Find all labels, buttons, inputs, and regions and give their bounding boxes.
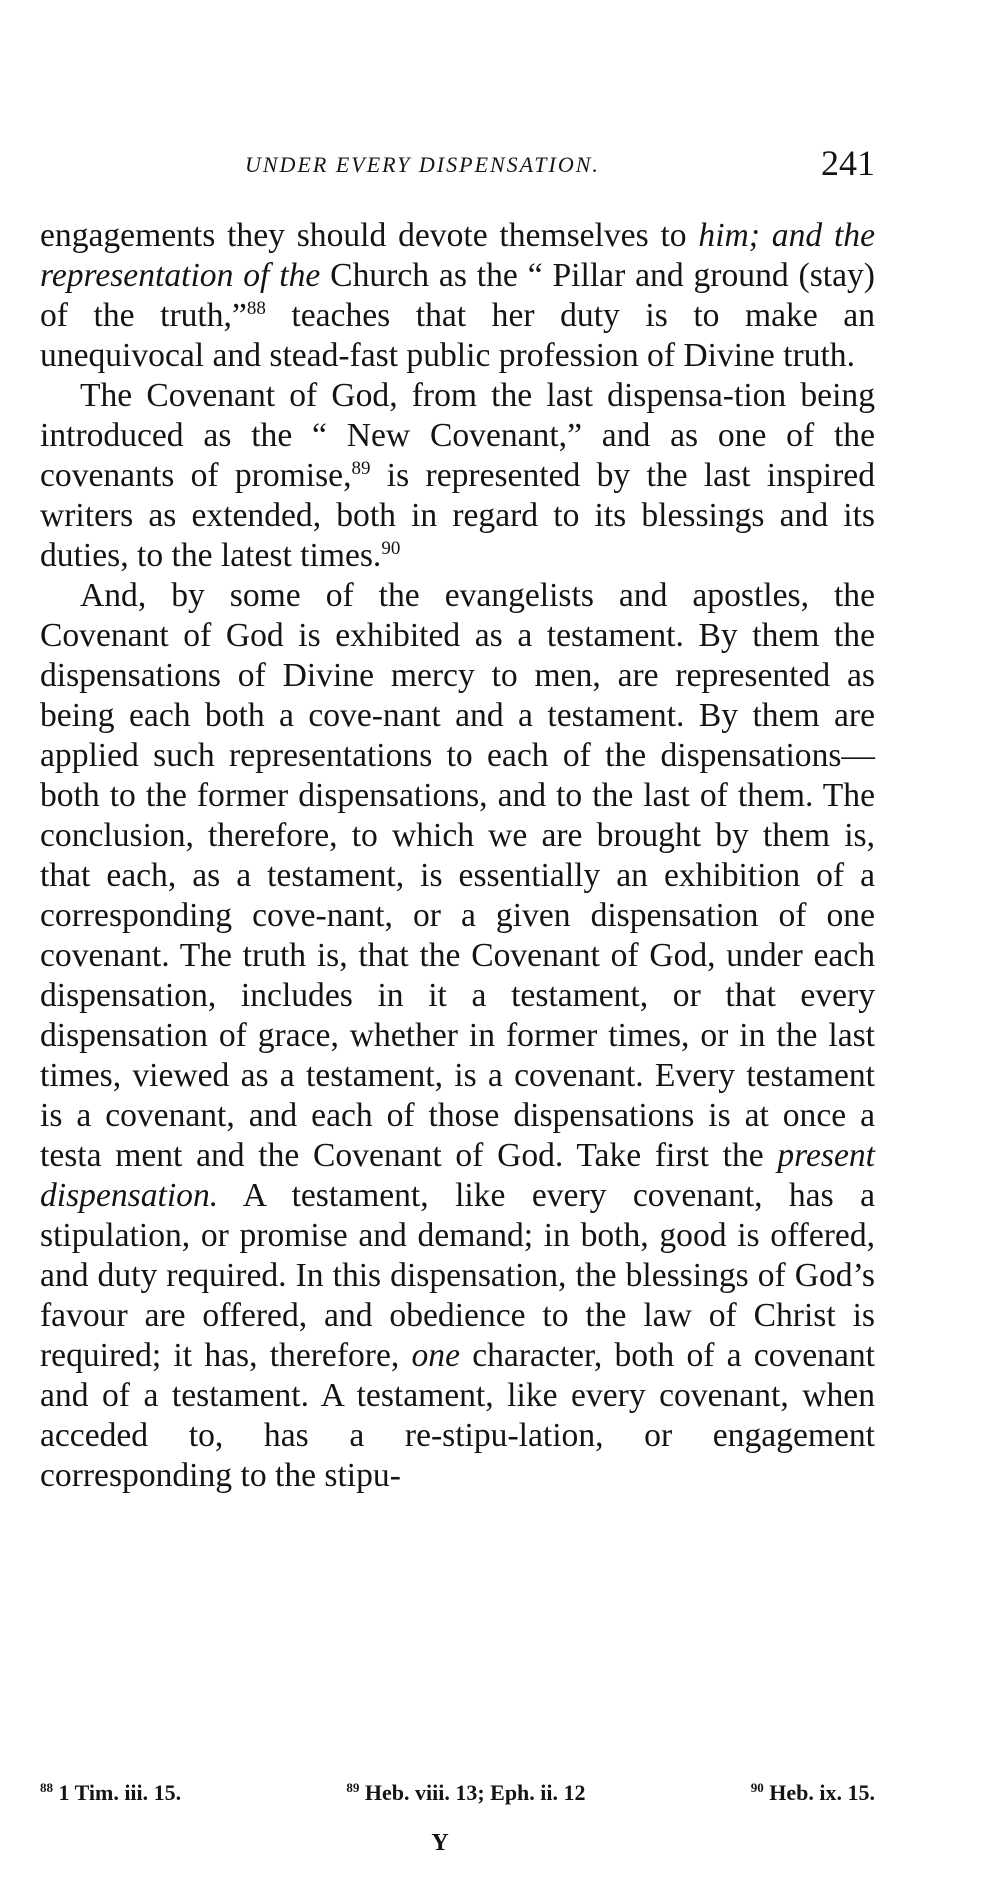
text-run: The Covenant of God, from the last dispensa-tion being introduced as the “ New Covenant,” and as one of the covenants of promise,	[40, 377, 875, 494]
text-run: is represented by the last inspired writers as extended, both in regard to its blessings and its duties, to the latest times.	[40, 457, 875, 574]
text-run: Church	[330, 257, 430, 294]
footnotes	[40, 1780, 875, 1806]
paragraph-1	[40, 216, 875, 376]
footnote-mark: 88	[40, 1780, 53, 1795]
footnote-item	[751, 1780, 875, 1806]
text-run: A testament, like every covenant, has a stipulation, or promise and demand; in both, good is offered, and duty required. In this dispensation, the blessings of God’s favour are offered, and obedience to the law of Christ is required; it has, therefore,	[40, 1177, 875, 1374]
text-run: And, by some of the evangelists and apostles, the Covenant of God is exhibited as a testament. By them the dispensations of Divine mercy to men, are represented as being each both a cove-nant and a testament. By them are applied such representations to each of the dispensations—both to the former dispensations, and to the last of them. The conclusion, therefore, to which we are brought by them is, that each, as a testament, is essentially an exhibition of a corresponding cove-nant, or a given dispensation of one covenant. The truth is, that the Covenant of God, under each dispensation, includes in it a testament, or that every dispensation of grace, whether in former times, or in the last times, viewed as a testament, is a covenant. Every testament is a covenant, and each of those dispensations is at once a testa ment and the Covenant of God. Take first the	[40, 577, 875, 1174]
running-title: UNDER EVERY DISPENSATION.	[245, 152, 600, 177]
footnote-mark: 89	[346, 1780, 360, 1795]
paragraph-2	[40, 376, 875, 576]
footnote-ref: 90	[381, 538, 401, 559]
footnote-text: 1 Tim. iii. 15.	[58, 1780, 182, 1805]
footnote-text: Heb. viii. 13; Eph. ii. 12	[364, 1780, 586, 1805]
footnote-item	[40, 1780, 181, 1806]
footnote-item	[346, 1780, 585, 1806]
italic-run: ; and the representation of the	[40, 217, 875, 294]
signature-mark: Y	[431, 1830, 449, 1856]
footnote-ref: 88	[246, 298, 266, 319]
footnote-ref: 89	[351, 458, 371, 479]
text-run: as the “ Pillar and ground (stay) of the truth,”	[40, 257, 875, 334]
page-number: 241	[821, 143, 875, 183]
text-run: teaches that her duty is to make an unequivocal and stead-fast public profession of Divine truth.	[40, 297, 875, 374]
footnote-text: Heb. ix. 15.	[769, 1780, 875, 1805]
body-text	[40, 216, 875, 1496]
text-run: character, both of a covenant and of a testament. A testament, like every covenant, when acceded to, has a re-stipu-lation, or engagement corresponding to the stipu-	[40, 1337, 875, 1494]
italic-run: one	[411, 1337, 460, 1374]
running-head	[40, 143, 875, 186]
footnote-mark: 90	[750, 1780, 764, 1795]
paragraph-3	[40, 576, 875, 1496]
italic-run: present dispensation.	[40, 1137, 875, 1214]
text-run: engagements they should devote themselves to	[40, 217, 699, 254]
italic-run: him	[698, 217, 749, 254]
